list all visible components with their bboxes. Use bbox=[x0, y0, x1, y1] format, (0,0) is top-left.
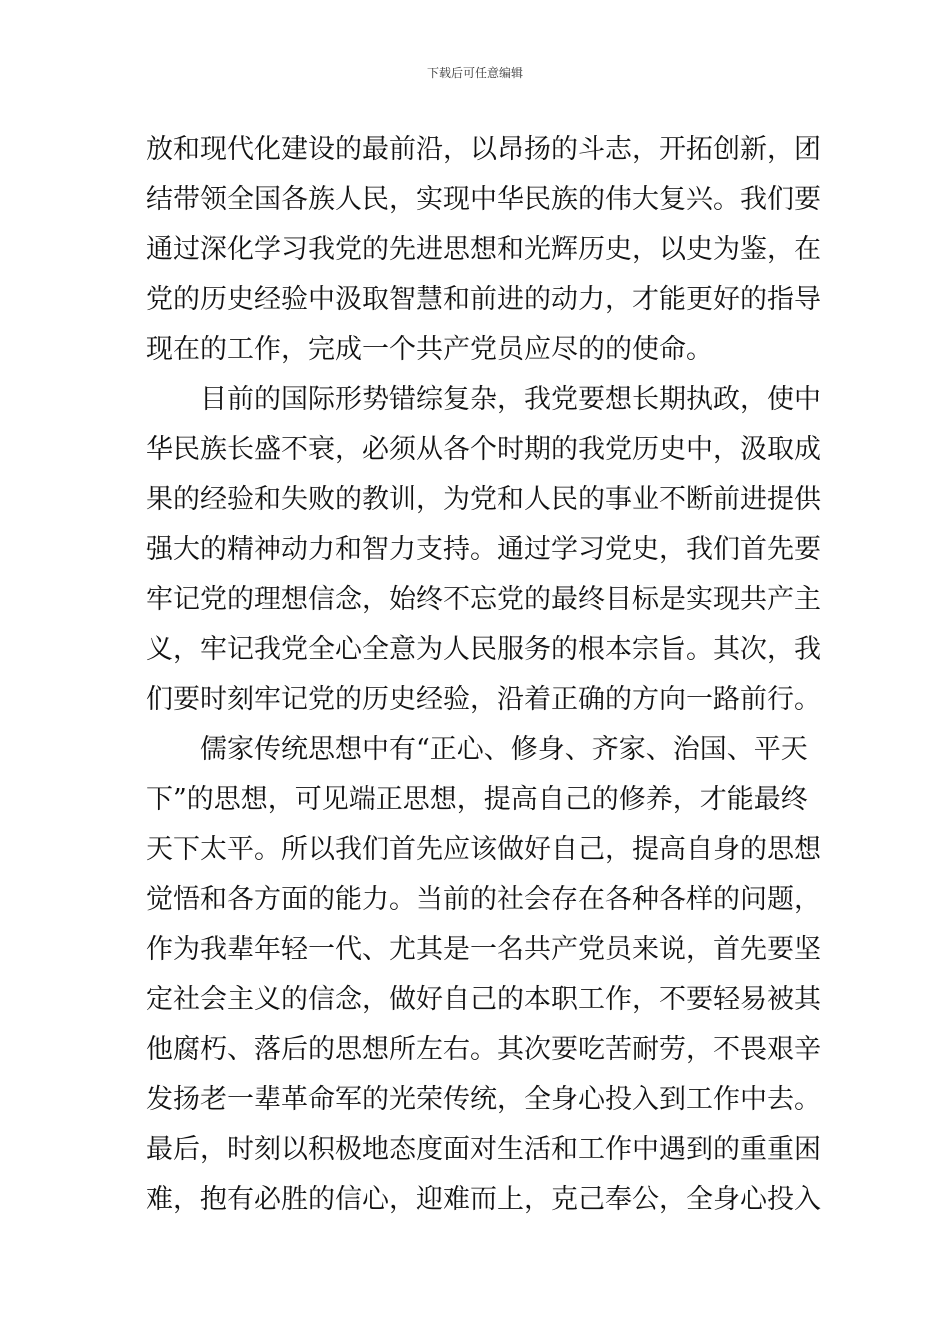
paragraph-1-line-2: 结带领全国各族人民，实现中华民族的伟大复兴。我们要 bbox=[146, 184, 821, 215]
paragraph-3-line-4: 觉悟和各方面的能力。当前的社会存在各种各样的问题， bbox=[146, 884, 821, 915]
paragraph-2-line-2: 华民族长盛不衰，必须从各个时期的我党历史中，汲取成 bbox=[146, 434, 821, 465]
paragraph-1-line-4: 党的历史经验中汲取智慧和前进的动力，才能更好的指导 bbox=[146, 284, 821, 315]
paragraph-3-line-9: 最后，时刻以积极地态度面对生活和工作中遇到的重重困 bbox=[146, 1134, 821, 1165]
paragraph-3-line-7: 他腐朽、落后的思想所左右。其次要吃苦耐劳，不畏艰辛 bbox=[146, 1034, 821, 1065]
paragraph-2-line-5: 牢记党的理想信念，始终不忘党的最终目标是实现共产主 bbox=[146, 584, 821, 615]
paragraph-3-line-8: 发扬老一辈革命军的光荣传统，全身心投入到工作中去。 bbox=[146, 1084, 821, 1115]
paragraph-2-line-3: 果的经验和失败的教训，为党和人民的事业不断前进提供 bbox=[146, 484, 821, 515]
paragraph-1-line-3: 通过深化学习我党的先进思想和光辉历史，以史为鉴，在 bbox=[146, 234, 821, 265]
paragraph-2-line-1: 目前的国际形势错综复杂，我党要想长期执政，使中 bbox=[200, 384, 821, 415]
paragraph-2-line-4: 强大的精神动力和智力支持。通过学习党史，我们首先要 bbox=[146, 534, 821, 565]
paragraph-3-line-3: 天下太平。所以我们首先应该做好自己，提高自身的思想 bbox=[146, 834, 821, 865]
paragraph-3-line-1: 儒家传统思想中有“正心、修身、齐家、治国、平天 bbox=[200, 734, 808, 765]
paragraph-3-line-6: 定社会主义的信念，做好自己的本职工作，不要轻易被其 bbox=[146, 984, 821, 1015]
document-body bbox=[146, 125, 821, 1225]
paragraph-2-line-7: 们要时刻牢记党的历史经验，沿着正确的方向一路前行。 bbox=[146, 684, 821, 715]
page-header: 下载后可任意编辑 bbox=[426, 66, 523, 80]
paragraph-3-line-5: 作为我辈年轻一代、尤其是一名共产党员来说，首先要坚 bbox=[146, 934, 821, 965]
paragraph-1-line-5: 现在的工作，完成一个共产党员应尽的的使命。 bbox=[146, 334, 713, 365]
paragraph-1-line-1: 放和现代化建设的最前沿，以昂扬的斗志，开拓创新，团 bbox=[146, 134, 821, 165]
paragraph-3-line-2: 下”的思想，可见端正思想，提高自己的修养，才能最终 bbox=[146, 784, 808, 815]
paragraph-3-line-10: 难，抱有必胜的信心，迎难而上，克己奉公，全身心投入 bbox=[146, 1184, 821, 1215]
paragraph-2-line-6: 义，牢记我党全心全意为人民服务的根本宗旨。其次，我 bbox=[146, 634, 821, 665]
